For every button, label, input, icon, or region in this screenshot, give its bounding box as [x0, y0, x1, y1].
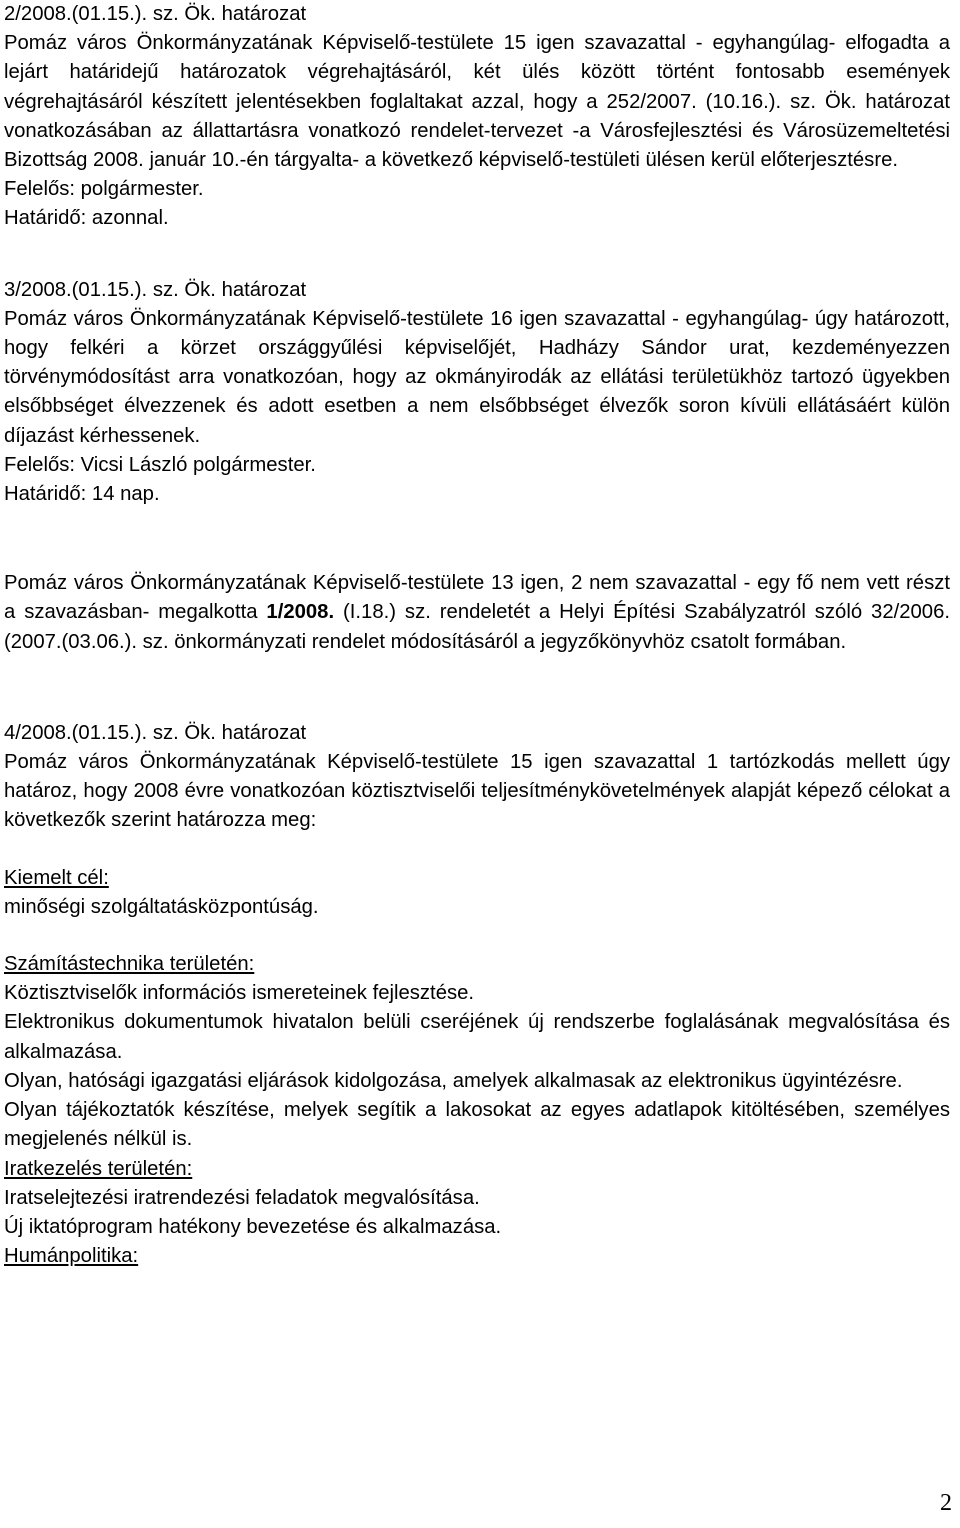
- records-item: Új iktatóprogram hatékony bevezetése és alkalmazása.: [4, 1215, 502, 1238]
- it-item: Olyan tájékoztatók készítése, melyek segítik a lakosokat az egyes adatlapok kitöltésében, személyes megjelenés nélkül is.: [4, 1099, 950, 1151]
- resolution-heading: 2/2008.(01.15.). sz. Ök. határozat: [4, 3, 307, 25]
- document-page: [4, 0, 950, 1271]
- resolution-body: Pomáz város Önkormányzatának Képviselő-testülete 15 igen szavazattal - egyhangúlag- elfogadta a lejárt határidejű határozatok végrehajtásáról, két ülés között történt fontosabb események végrehajtásáról készített jelentésekben foglaltakat azzal, hogy a 252/2007. (10.16.). sz. Ök. határozat vonatkozásában az állattartásra vonatkozó rendelet-tervezet -a Városfejlesztési és Városüzemeltetési Bizottság 2008. január 10.-én tárgyalta- a következő képviselő-testületi ülésen kerül előterjesztésre.: [4, 32, 950, 172]
- resolution-heading: 4/2008.(01.15.). sz. Ök. határozat: [4, 721, 307, 744]
- ordinance-text-after: (I.18.) sz. rendeletét a Helyi Építési Szabályzatról szóló 32/2006. (2007.(03.06.). sz. önkormányzati rendelet módosításáról a jegyzőkönyvhöz csatolt formában.: [4, 601, 950, 653]
- resolution-body: Pomáz város Önkormányzatának Képviselő-testülete 16 igen szavazattal - egyhangúlag- úgy határozott, hogy felkéri a körzet országgyűlési képviselőjét, Hadházy Sándor urat, kezdeményezzen törvénymódosítást arra vonatkozóan, hogy az okmányirodák az ellátási területükhöz tartozó ügyekben elsőbbséget élvezzenek és adott esetben a nem elsőbbséget élvezők soron kívüli ellátásáért külön díjazást kérhessenek.: [4, 307, 950, 447]
- ordinance-paragraph: [4, 569, 950, 657]
- it-item: Elektronikus dokumentumok hivatalon belüli cseréjének új rendszerbe foglalásának megvalósítása és alkalmazása.: [4, 1011, 950, 1063]
- it-item: Köztisztviselők információs ismereteinek fejlesztése.: [4, 982, 475, 1005]
- deadline-line: Határidő: 14 nap.: [4, 483, 160, 506]
- responsible-line: Felelős: polgármester.: [4, 178, 204, 201]
- deadline-line: Határidő: azonnal.: [4, 207, 169, 230]
- key-goal-title: Kiemelt cél:: [4, 866, 109, 889]
- ordinance-text-before: Pomáz város Önkormányzatának Képviselő-testülete 13 igen, 2 nem szavazattal - egy fő nem vett részt a szavazásban- megalkotta: [4, 572, 950, 624]
- key-goal-text: minőségi szolgáltatásközpontúság.: [4, 895, 319, 918]
- it-item: Olyan, hatósági igazgatási eljárások kidolgozása, amelyek alkalmasak az elektronikus ügyintézésre.: [4, 1069, 903, 1092]
- resolution-2: [4, 0, 950, 234]
- resolution-heading: 3/2008.(01.15.). sz. Ök. határozat: [4, 278, 307, 301]
- resolution-4: [4, 719, 950, 1271]
- records-section-title: Iratkezelés területén:: [4, 1157, 193, 1180]
- resolution-body: Pomáz város Önkormányzatának Képviselő-testülete 15 igen szavazattal 1 tartózkodás mellett úgy határoz, hogy 2008 évre vonatkozóan köztisztviselői teljesítménykövetelmények alapját képező célokat a következők szerint határozza meg:: [4, 751, 950, 832]
- hr-section-title: Humánpolitika:: [4, 1245, 139, 1268]
- responsible-line: Felelős: Vicsi László polgármester.: [4, 453, 316, 476]
- ordinance-number: 1/2008.: [266, 601, 335, 624]
- it-section-title: Számítástechnika területén:: [4, 953, 255, 976]
- records-item: Iratselejtezési iratrendezési feladatok megvalósítása.: [4, 1186, 480, 1209]
- resolution-3: [4, 276, 950, 510]
- page-number: 2: [940, 1490, 952, 1516]
